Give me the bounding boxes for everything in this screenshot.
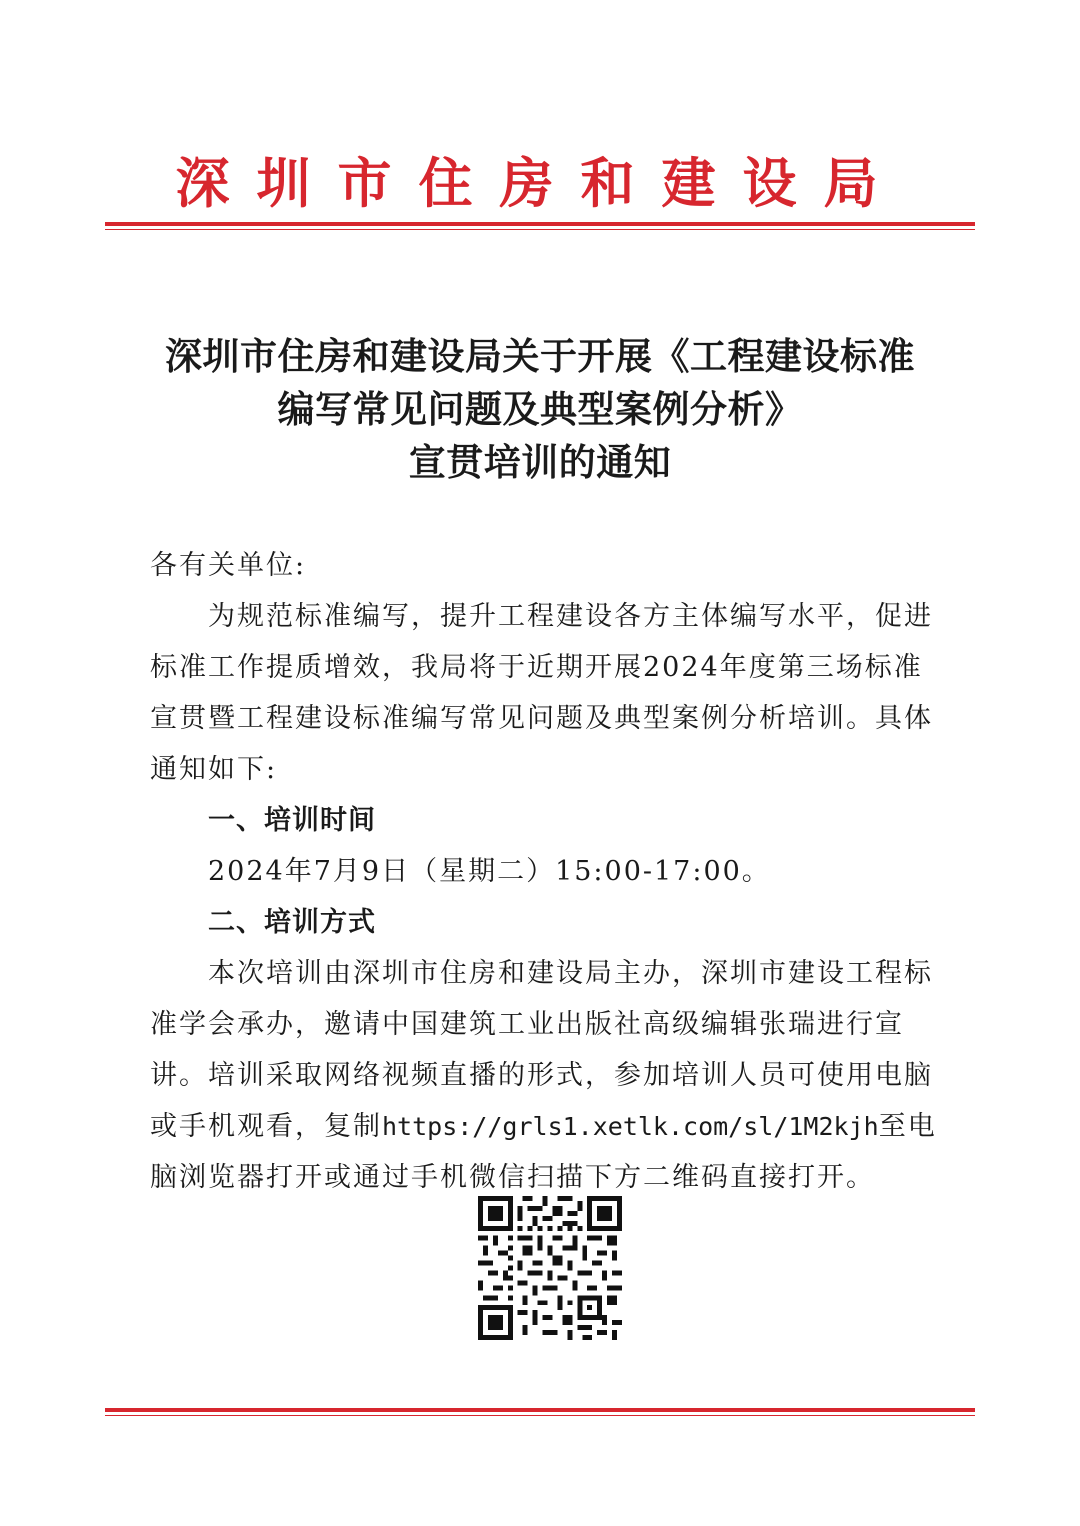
salutation: 各有关单位: bbox=[150, 550, 307, 581]
document-title bbox=[105, 330, 975, 489]
qr-code-icon[interactable] bbox=[478, 1196, 622, 1340]
title-line-2: 编写常见问题及典型案例分析》 bbox=[277, 387, 803, 431]
document-body bbox=[150, 540, 950, 1203]
training-method-paragraph bbox=[150, 948, 950, 1203]
footer-red-rule bbox=[105, 1408, 975, 1416]
title-line-1: 深圳市住房和建设局关于开展《工程建设标准 bbox=[165, 334, 915, 378]
intro-paragraph: 为规范标准编写，提升工程建设各方主体编写水平，促进标准工作提质增效，我局将于近期开展2024年度第三场标准宣贯暨工程建设标准编写常见问题及典型案例分析培训。具体通知如下: bbox=[150, 601, 933, 785]
letterhead-red-rule bbox=[105, 222, 975, 230]
title-line-3: 宣贯培训的通知 bbox=[408, 440, 672, 484]
training-time-text: 2024年7月9日（星期二）15:00-17:00。 bbox=[208, 856, 771, 887]
method-text-after-url: 至电脑浏览器打开或通过手机微信扫描下方二维码直接打开。 bbox=[150, 1111, 937, 1193]
training-url-link[interactable]: https://grls1.xetlk.com/sl/1M2kjh bbox=[382, 1112, 879, 1141]
letterhead-org-name: 深圳市住房和建设局 bbox=[175, 151, 905, 215]
method-text-before-url: 本次培训由深圳市住房和建设局主办，深圳市建设工程标准学会承办，邀请中国建筑工业出版社高级编辑张瑞进行宣讲。培训采取网络视频直播的形式，参加培训人员可使用电脑或手机观看，复制 bbox=[150, 958, 933, 1142]
section-heading-method: 二、培训方式 bbox=[208, 907, 376, 938]
section-heading-time: 一、培训时间 bbox=[208, 805, 376, 836]
